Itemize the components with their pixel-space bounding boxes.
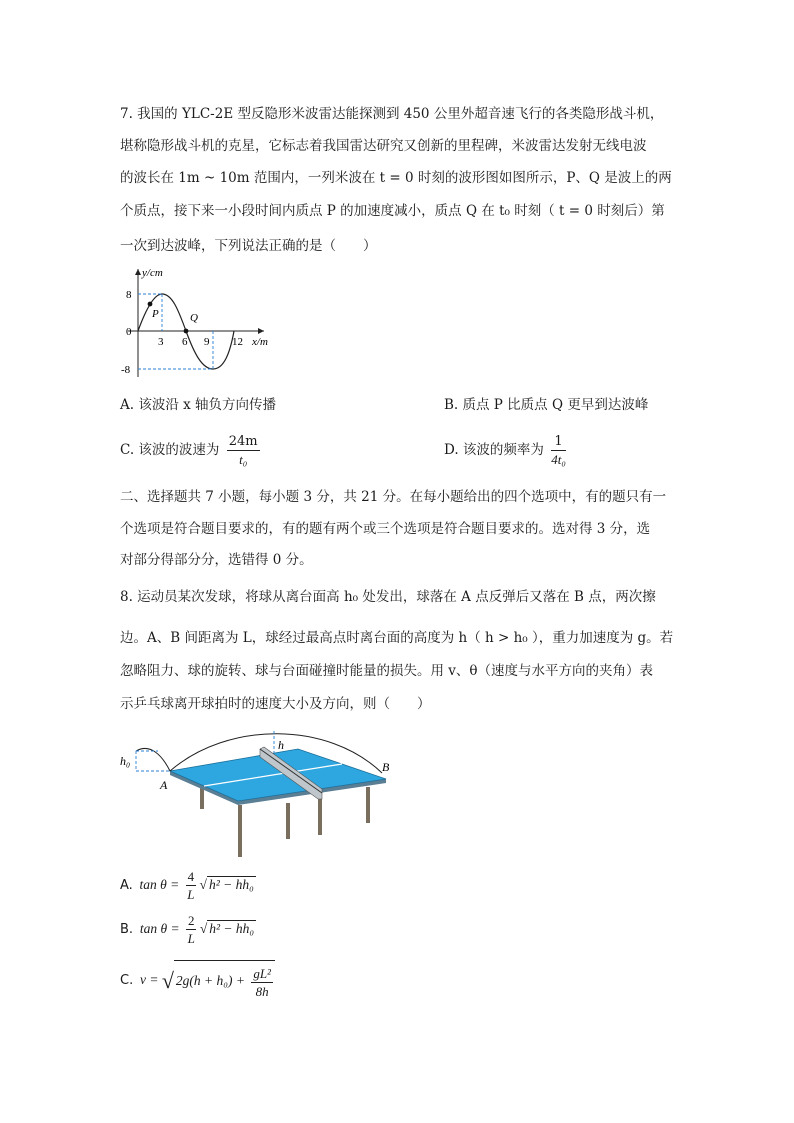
- point-q-dot: [184, 329, 189, 334]
- section2-line2: 个选项是符合题目要求的，有的题有两个或三个选项是符合题目要求的。选对得 3 分，选: [120, 521, 651, 537]
- q7-line4: 个质点，接下来一小段时间内质点 P 的加速度减小，质点 Q 在 t₀ 时刻（ t = 0 时刻后）第: [120, 203, 665, 219]
- q8-option-c-lhs: v =: [139, 972, 159, 987]
- y-axis-label: y/cm: [142, 267, 163, 279]
- section2-line1: 二、选择题共 7 小题，每小题 3 分，共 21 分。在每小题给出的四个选项中，有的题只有一: [120, 489, 667, 505]
- q7-line2: 堪称隐形战斗机的克星，它标志着我国雷达研究又创新的里程碑，米波雷达发射无线电波: [120, 138, 647, 154]
- q8-option-b-label: B.: [120, 922, 134, 937]
- q8-option-c-radicand: 2g(h + h₀) + $\frac{\text{gL²}}{8h}$: [174, 960, 275, 1001]
- q8-line4: 示乒乓球离开球拍时的速度大小及方向，则（ ）: [120, 696, 431, 712]
- q7-line3: 的波长在 1m ~ 10m 范围内，一列米波在 t = 0 时刻的波形图如图所示，P、Q 是波上的两: [120, 170, 672, 186]
- q8-line3: 忽略阻力、球的旋转、球与台面碰撞时能量的损失。用 v、θ（速度与水平方向的夹角）表: [120, 663, 654, 679]
- q7-line5: 一次到达波峰，下列说法正确的是（ ）: [120, 238, 377, 254]
- q7-option-c-text: C. 该波的波速为: [120, 442, 220, 458]
- q8-option-a-radicand: h² − hh₀: [208, 877, 254, 892]
- q7-option-d: [444, 430, 724, 470]
- table-tennis-figure: [118, 727, 418, 862]
- label-h: h: [278, 738, 284, 752]
- section2-line3: 对部分得部分分，选错得 0 分。: [120, 552, 313, 568]
- point-p-label: P: [152, 308, 159, 320]
- q7-line1: 7. 我国的 YLC-2E 型反隐形米波雷达能探测到 450 公里外超音速飞行的各类隐形战斗机，: [120, 106, 664, 122]
- point-p-dot: [148, 302, 153, 307]
- label-b: B: [382, 760, 390, 774]
- q7-option-d-text: D. 该波的频率为: [444, 442, 544, 458]
- y-tick-0: 0: [126, 326, 132, 338]
- x-tick-6: 6: [182, 336, 188, 348]
- q7-option-b: B. 质点 P 比质点 Q 更早到达波峰: [444, 397, 649, 413]
- q8-option-b-lhs: tan θ =: [139, 921, 180, 936]
- q8-line2: 边。A、B 间距离为 L，球经过最高点时离台面的高度为 h（ h > h₀ ），重力加速度为 g。若: [120, 630, 674, 646]
- wave-graph: [118, 265, 293, 385]
- q7-option-a: A. 该波沿 x 轴负方向传播: [120, 397, 277, 413]
- q8-option-a-lhs: tan θ =: [139, 877, 180, 892]
- x-tick-12: 12: [232, 336, 243, 348]
- q8-option-a: A. tan θ = $\frac{4}{L}$ √ h² − hh₀: [120, 869, 254, 903]
- point-q-label: Q: [190, 312, 198, 324]
- q8-option-c: C. v = √ 2g(h + h₀) + $\frac{\text{gL²}}{8h}$: [120, 960, 680, 1001]
- q7-option-d-fraction: $\frac{1}{\text{4t₀}}$: [551, 434, 566, 467]
- q8-option-b-fraction: $\frac{2}{L}$: [187, 913, 195, 947]
- y-tick-neg8: -8: [121, 364, 131, 376]
- q8-option-c-label: C.: [120, 973, 134, 988]
- q8-option-a-fraction: $\frac{4}{L}$: [187, 869, 195, 903]
- y-tick-8: 8: [126, 289, 132, 301]
- q8-option-a-label: A.: [120, 878, 133, 893]
- q8-line1: 8. 运动员某次发球，将球从离台面高 h₀ 处发出，球落在 A 点反弹后又落在 B 点，两次擦: [120, 589, 656, 605]
- label-h0: h₀: [120, 754, 131, 768]
- serve-arc: [136, 748, 170, 771]
- q8-option-b-radicand: h² − hh₀: [209, 921, 255, 936]
- x-tick-3: 3: [158, 336, 164, 348]
- q7-option-c: [120, 430, 420, 470]
- q8-option-b: B. tan θ = $\frac{2}{L}$ √ h² − hh₀: [120, 913, 255, 947]
- q7-option-c-fraction: $\frac{24m}{\text{t₀}}$: [228, 434, 258, 467]
- x-tick-9: 9: [204, 336, 210, 348]
- label-a: A: [160, 778, 168, 792]
- x-axis-label: x/m: [252, 336, 268, 348]
- q8-option-c-fraction: $\frac{\text{gL²}}{8h}$: [253, 965, 271, 999]
